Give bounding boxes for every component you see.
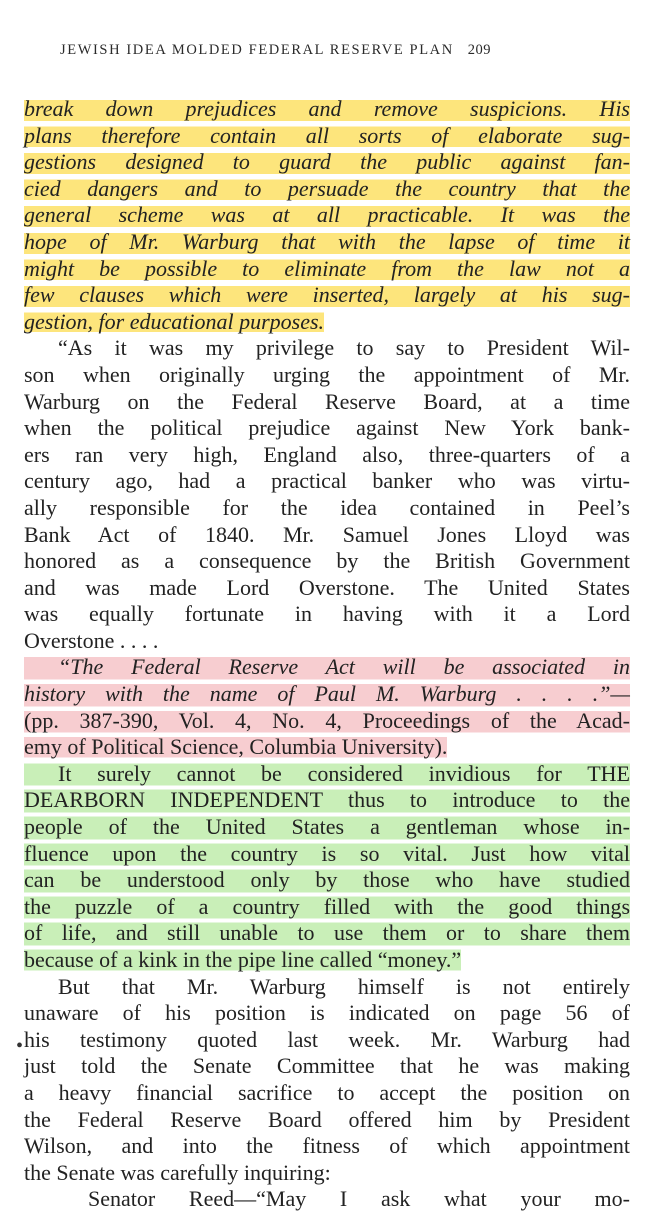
paragraph-yellow-highlight (24, 96, 630, 335)
text-line: and was made Lord Overstone. The United States (24, 574, 630, 600)
text-body (24, 96, 630, 1213)
text-line: the puzzle of a country filled with the good things (24, 893, 630, 919)
text-line: the Senate was carefully inquiring: (24, 1159, 331, 1185)
text-line-highlight: gestion, for educational purposes. (24, 308, 325, 334)
margin-dot-mark: • (16, 1035, 24, 1057)
text-line: hope of Mr. Warburg that with the lapse of time it (24, 228, 630, 254)
text-line: just told the Senate Committee that he was making (24, 1053, 630, 1079)
paragraph-quotation (24, 335, 630, 654)
text-line: DEARBORN INDEPENDENT thus to introduce to the (24, 787, 630, 813)
text-line: Overstone . . . . (24, 627, 159, 653)
running-header (60, 42, 630, 59)
text-line: the Federal Reserve Board offered him by President (24, 1106, 630, 1132)
running-header-title: JEWISH IDEA MOLDED FEDERAL RESERVE PLAN (60, 42, 454, 58)
text-line: cied dangers and to persuade the country that the (24, 175, 630, 201)
text-line: few clauses which were inserted, largely at his sug- (24, 282, 630, 308)
text-line: ers ran very high, England also, three-quarters of a (24, 441, 630, 467)
text-line (24, 947, 630, 974)
paragraph-testimony (24, 974, 630, 1187)
text-line: But that Mr. Warburg himself is not entirely (58, 973, 630, 999)
text-line (24, 734, 630, 761)
text-line: general scheme was at all practicable. It was the (24, 202, 630, 228)
text-line-highlight: emy of Political Science, Columbia University). (24, 734, 448, 760)
text-line: century ago, had a practical banker who was virtu- (24, 468, 630, 494)
text-line-highlight: because of a kink in the pipe line called “money.” (24, 947, 462, 972)
text-line: “As it was my privilege to say to President Wil- (58, 335, 630, 361)
text-line: unaware of his position is indicated on page 56 of (24, 1000, 630, 1026)
paragraph-red-highlight (24, 654, 630, 760)
text-line: of life, and still unable to use them or to share them (24, 920, 630, 946)
text-line: Bank Act of 1840. Mr. Samuel Jones Lloyd was (24, 521, 630, 547)
text-line: “The Federal Reserve Act will be associated in (24, 654, 630, 681)
text-line: break down prejudices and remove suspicions. His (24, 96, 630, 121)
text-line: history with the name of Paul M. Warburg . . . .”— (24, 681, 630, 707)
text-line: people of the United States a gentleman whose in- (24, 814, 630, 840)
text-line: his testimony quoted last week. Mr. Warburg had (24, 1026, 630, 1052)
text-line: ally responsible for the idea contained in Peel’s (24, 494, 630, 520)
text-line: when the political prejudice against New York bank- (24, 415, 630, 441)
text-line: son when originally urging the appointment of Mr. (24, 361, 630, 387)
text-line: gestions designed to guard the public against fan- (24, 149, 630, 175)
text-line: honored as a consequence by the British Government (24, 548, 630, 574)
text-line: Wilson, and into the fitness of which appointment (24, 1133, 630, 1159)
text-line: It surely cannot be considered invidious for THE (24, 761, 630, 788)
text-line: can be understood only by those who have studied (24, 867, 630, 893)
text-line: plans therefore contain all sorts of elaborate sug- (24, 122, 630, 148)
page-number: 209 (467, 42, 492, 58)
text-line: fluence upon the country is so vital. Just how vital (24, 840, 630, 866)
text-line: might be possible to eliminate from the law not a (24, 255, 630, 281)
paragraph-green-highlight (24, 761, 630, 974)
text-line: (pp. 387-390, Vol. 4, No. 4, Proceedings of the Acad- (24, 707, 630, 733)
text-line: Senator Reed—“May I ask what your mo- (88, 1186, 630, 1212)
text-line (24, 309, 630, 336)
text-line: Warburg on the Federal Reserve Board, at a time (24, 388, 630, 414)
text-line: a heavy financial sacrifice to accept the position on (24, 1079, 630, 1105)
text-line: was equally fortunate in having with it a Lord (24, 601, 630, 627)
